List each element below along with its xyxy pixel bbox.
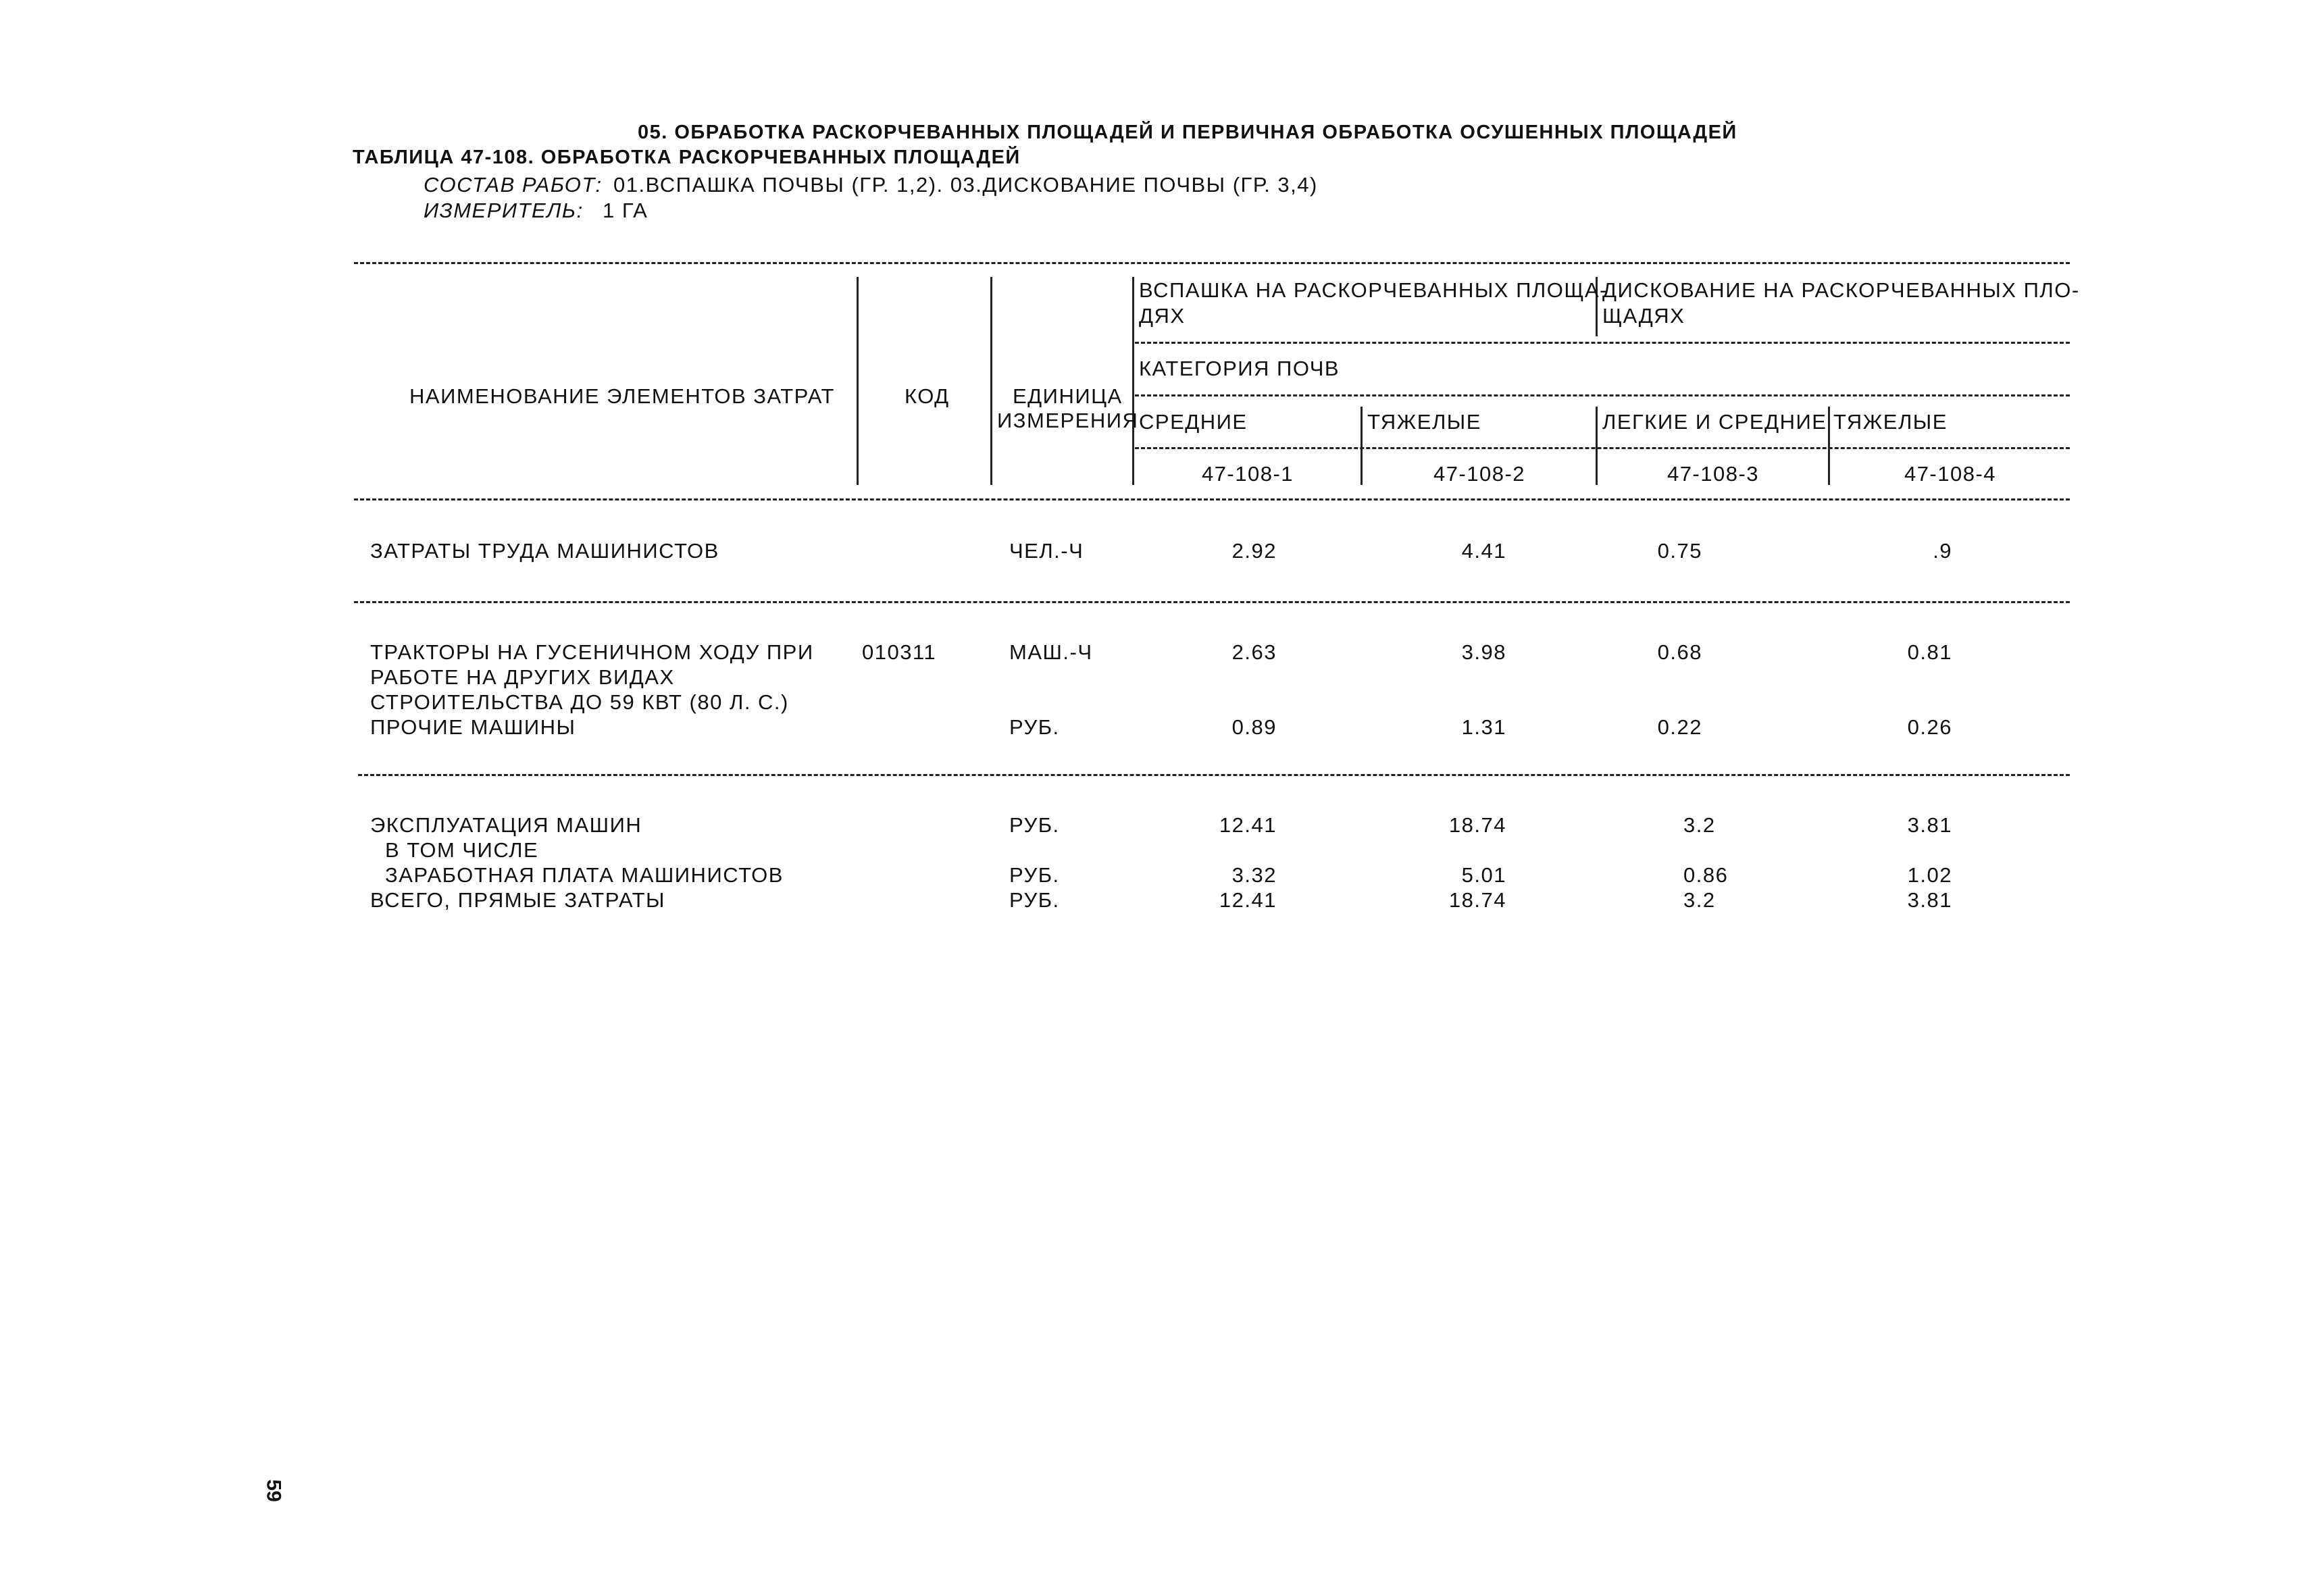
group-plow-line-1: ВСПАШКА НА РАСКОРЧЕВАННЫХ ПЛОЩА- bbox=[1139, 278, 1608, 302]
row-wages-value-4: 1.02 bbox=[1907, 863, 1952, 887]
soil-medium: СРЕДНИЕ bbox=[1139, 410, 1248, 434]
row-tractors-value-4: 0.81 bbox=[1907, 640, 1952, 664]
page-number: 59 bbox=[262, 1479, 285, 1502]
column-rule-unit bbox=[990, 277, 992, 485]
header-code: КОД bbox=[905, 384, 950, 408]
row-other-value-4: 0.26 bbox=[1907, 715, 1952, 739]
row-tractors-name-1: ТРАКТОРЫ НА ГУСЕНИЧНОМ ХОДУ ПРИ bbox=[370, 640, 814, 664]
code-47-108-3: 47-108-3 bbox=[1667, 462, 1760, 486]
row-labor-value-1: 2.92 bbox=[1231, 539, 1277, 563]
table-title: ТАБЛИЦА 47-108. ОБРАБОТКА РАСКОРЧЕВАННЫХ ПЛОЩАДЕЙ bbox=[353, 147, 1021, 168]
row-tractors-name-3: СТРОИТЕЛЬСТВА ДО 59 КВТ (80 Л. С.) bbox=[370, 690, 789, 714]
row-exploit-value-4: 3.81 bbox=[1907, 813, 1952, 837]
soil-light-medium: ЛЕГКИЕ И СРЕДНИЕ bbox=[1602, 410, 1827, 434]
row-labor-unit: ЧЕЛ.-Ч bbox=[1009, 539, 1084, 563]
row-tractors-code: 010311 bbox=[862, 640, 937, 664]
row-total-value-3: 3.2 bbox=[1683, 888, 1716, 912]
row-exploit-unit: РУБ. bbox=[1009, 813, 1060, 837]
soil-heavy-disk: ТЯЖЕЛЫЕ bbox=[1833, 410, 1948, 434]
header-bottom-rule bbox=[354, 498, 2070, 500]
row-exploit-value-1: 12.41 bbox=[1219, 813, 1277, 837]
composition-label: СОСТАВ РАБОТ: bbox=[424, 173, 603, 197]
code-47-108-2: 47-108-2 bbox=[1433, 462, 1526, 486]
column-rule-code bbox=[857, 277, 859, 485]
code-47-108-4: 47-108-4 bbox=[1904, 462, 1997, 486]
composition-value: 01.ВСПАШКА ПОЧВЫ (ГР. 1,2). 03.ДИСКОВАНИЕ ПОЧВЫ (ГР. 3,4) bbox=[613, 173, 1318, 197]
row-tractors-value-2: 3.98 bbox=[1461, 640, 1506, 664]
section-rule-1 bbox=[354, 601, 2070, 603]
code-47-108-1: 47-108-1 bbox=[1201, 462, 1294, 486]
row-total-name: ВСЕГО, ПРЯМЫЕ ЗАТРАТЫ bbox=[370, 888, 665, 912]
column-rule-soil-3 bbox=[1596, 407, 1598, 485]
row-other-name: ПРОЧИЕ МАШИНЫ bbox=[370, 715, 576, 739]
row-wages-value-3: 0.86 bbox=[1683, 863, 1729, 887]
row-other-value-3: 0.22 bbox=[1657, 715, 1702, 739]
soil-heavy-plow: ТЯЖЕЛЫЕ bbox=[1367, 410, 1481, 434]
row-wages-value-1: 3.32 bbox=[1231, 863, 1277, 887]
group-rule bbox=[1135, 342, 2070, 344]
row-tractors-value-1: 2.63 bbox=[1231, 640, 1277, 664]
row-other-unit: РУБ. bbox=[1009, 715, 1060, 739]
soil-rule bbox=[1135, 447, 2070, 449]
row-total-value-2: 18.74 bbox=[1448, 888, 1506, 912]
header-unit-line-2: ИЗМЕРЕНИЯ bbox=[997, 409, 1139, 432]
row-total-unit: РУБ. bbox=[1009, 888, 1060, 912]
row-wages-value-2: 5.01 bbox=[1461, 863, 1506, 887]
row-labor-name: ЗАТРАТЫ ТРУДА МАШИНИСТОВ bbox=[370, 539, 719, 563]
row-exploit-value-2: 18.74 bbox=[1448, 813, 1506, 837]
row-tractors-name-2: РАБОТЕ НА ДРУГИХ ВИДАХ bbox=[370, 665, 675, 689]
row-wages-name: ЗАРАБОТНАЯ ПЛАТА МАШИНИСТОВ bbox=[385, 863, 784, 887]
section-title: 05. ОБРАБОТКА РАСКОРЧЕВАННЫХ ПЛОЩАДЕЙ И ПЕРВИЧНАЯ ОБРАБОТКА ОСУШЕННЫХ ПЛОЩАДЕЙ bbox=[638, 122, 1737, 143]
row-other-value-1: 0.89 bbox=[1231, 715, 1277, 739]
row-incl-name: В ТОМ ЧИСЛЕ bbox=[385, 838, 539, 862]
row-wages-unit: РУБ. bbox=[1009, 863, 1060, 887]
row-other-value-2: 1.31 bbox=[1461, 715, 1506, 739]
category-rule bbox=[1135, 394, 2070, 396]
column-rule-soil-2 bbox=[1361, 407, 1363, 485]
row-exploit-name: ЭКСПЛУАТАЦИЯ МАШИН bbox=[370, 813, 642, 837]
row-tractors-value-3: 0.68 bbox=[1657, 640, 1702, 664]
row-labor-value-3: 0.75 bbox=[1657, 539, 1702, 563]
section-rule-2 bbox=[358, 774, 2070, 776]
header-unit-line-1: ЕДИНИЦА bbox=[1013, 384, 1123, 408]
row-tractors-unit: МАШ.-Ч bbox=[1009, 640, 1093, 664]
row-total-value-4: 3.81 bbox=[1907, 888, 1952, 912]
group-plow-line-2: ДЯХ bbox=[1139, 304, 1186, 328]
row-labor-value-2: 4.41 bbox=[1461, 539, 1506, 563]
column-rule-soil-4 bbox=[1828, 407, 1830, 485]
measure-label: ИЗМЕРИТЕЛЬ: bbox=[424, 199, 584, 222]
column-rule-values bbox=[1132, 277, 1134, 485]
row-exploit-value-3: 3.2 bbox=[1683, 813, 1716, 837]
group-disk-line-1: ДИСКОВАНИЕ НА РАСКОРЧЕВАННЫХ ПЛО- bbox=[1602, 278, 2080, 302]
row-labor-value-4: .9 bbox=[1933, 539, 1952, 563]
measure-value: 1 ГА bbox=[603, 199, 649, 222]
row-total-value-1: 12.41 bbox=[1219, 888, 1277, 912]
header-top-rule bbox=[354, 262, 2070, 264]
soil-category: КАТЕГОРИЯ ПОЧВ bbox=[1139, 357, 1340, 380]
group-disk-line-2: ЩАДЯХ bbox=[1602, 304, 1685, 328]
header-name: НАИМЕНОВАНИЕ ЭЛЕМЕНТОВ ЗАТРАТ bbox=[409, 384, 835, 408]
